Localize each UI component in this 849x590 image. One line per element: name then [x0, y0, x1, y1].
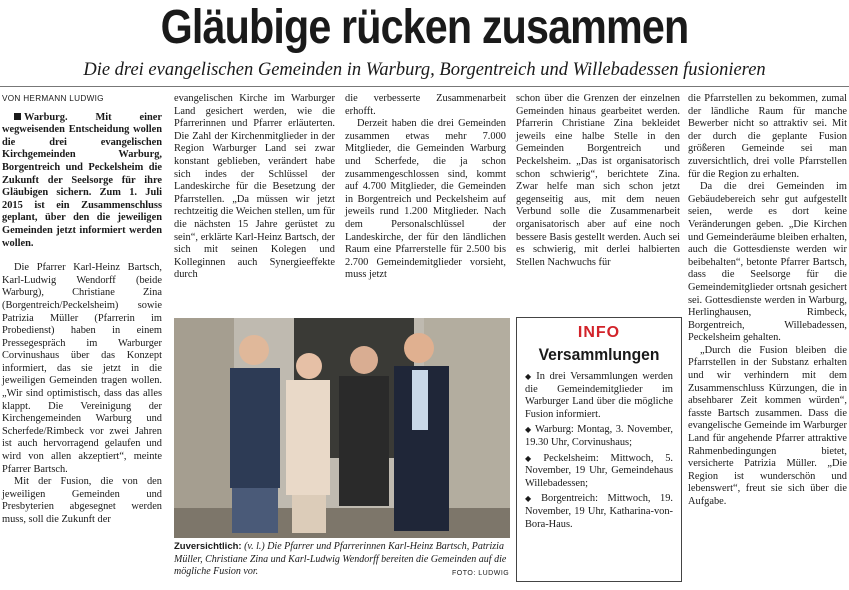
column-4	[516, 93, 680, 269]
lead-text: Warburg. Mit einer wegweisenden Entscheidung wollen die drei evangelischen Kirchgemeinden Warburg, Borgentreich und Peckelsheim die Zukunft der Seelsorge für ihre Gläubigen sichern. Zum 1. Juli 2015 ist ein Zusammenschluss geplant, über den die jeweiligen Gemeinden jetzt informiert werden wollen.	[2, 111, 162, 249]
photo-credit: FOTO: LUDWIG	[452, 570, 510, 577]
caption-label: Zuversichtlich:	[174, 541, 242, 552]
photo-illustration	[174, 318, 510, 538]
paragraph: die Pfarrstellen zu bekommen, zumal der ländliche Raum für manche Bewerber nicht so attraktiv sei. Mit der durch die geplante Fusion größeren Gemeinde sei man zuversichtlich, drei volle Pfarrstellen für die Region zu erhalten.	[688, 93, 847, 180]
column-1	[2, 93, 162, 527]
paragraph: schon über die Grenzen der einzelnen Gemeinden hinaus gearbeitet werden. Pfarrerin Christiane Zina bekleidet jeweils eine halbe Stelle in den Gemeinden Borgentreich und Peckelsheim. „Das ist organisatorisch schon schwierig“, berichtete Zina. Zwar helfe man sich schon jetzt gegenseitig aus, mit dem neuen Verbund solle die Zusammenarbeit organisatorisch aber auf eine noch bessere Basis gestellt werden. Auch sei es schwierig, mit derlei halbierten Stellen Nachwuchs für	[516, 93, 680, 268]
paragraph: evangelischen Kirche im Warburger Land gesichert werden, wie die Pfarrerinnen und Pfarrer erläuterten. Die Zahl der Kirchenmitglieder in der Region Warburger Land sei zwar konstant geblieben, verändert habe sich indes der Schlüssel der Landeskirche für die Besetzung der Pfarrstellen. „Da müssen wir jetzt rechtzeitig die Weichen stellen, um für die nächsten 15 Jahre gerüstet zu sein“, erklärte Karl-Heinz Bartsch, der sich mit seinen Kolegen und Kolleginnen auch Synergieeffekte durch	[174, 93, 335, 281]
diamond-bullet-icon: ◆	[525, 372, 534, 381]
column-5	[688, 93, 847, 509]
info-subtitle: Versammlungen	[538, 345, 660, 364]
paragraph: Da die drei Gemeinden im Gebäudebereich sehr gut aufgestellt seien, werde es dort keine Veränderungen geben. „Die Kirchen und Gemeinderäume bleiben erhalten, auch die Gottesdienste werden wir beibehalten“, betonte Pfarrer Bartsch, dass die Seelsorge für die Gemeindemitglieder ortsnah gesichert sei. Gottesdienste werden in Warburg, Herlinghausen, Rimbeck, Borgentreich, Willebadessen, Peckelsheim gehalten.	[688, 181, 847, 344]
lead-paragraph	[2, 112, 162, 251]
caption-text: (v. l.) Die Pfarrer und Pfarrerinnen Karl-Heinz Bartsch, Patrizia Müller, Christiane Zina und Karl-Ludwig Wendorff bereiten die Gemeinden auf die mögliche Fusion vor.	[174, 541, 507, 577]
group-photo	[174, 318, 510, 538]
header-rule	[0, 86, 849, 87]
headline: Gläubige rücken zusammen	[160, 1, 689, 54]
paragraph: „Durch die Fusion bleiben die Pfarrstellen in der Substanz erhalten und wir verhindern mit dem Zusammenschluss Kürzungen, die in absehbarer Zeit kommen würden“, fasste Bartsch zusammen. Dass die evangelische Gemeinde im Warburger Land für angehende Pfarrer attraktive Rahmenbedingungen bietet, versicherte Patrizia Müller. „Die Region ist wunderschön und lebenswert“, freut sie sich über die Aufgabe.	[688, 344, 847, 507]
column-2	[174, 93, 335, 282]
column-3	[345, 93, 506, 282]
info-title: INFO	[577, 324, 621, 341]
byline: VON HERMANN LUDWIG	[2, 94, 104, 103]
diamond-bullet-icon: ◆	[525, 453, 541, 463]
info-item: ◆ Warburg: Montag, 3. November, 19.30 Uhr, Corvinushaus;	[525, 424, 673, 448]
info-item: ◆ Peckelsheim: Mittwoch, 5. November, 19 Uhr, Gemeindehaus Willebadessen;	[525, 452, 673, 489]
paragraph: Derzeit haben die drei Gemeinden zusammen etwas mehr 7.000 Mitglieder, die Gemeinden Warburg und Scherfede, die ja schon zusammengeschlossen sind, kommt auf 4.700 Mitglieder, die Gemeinden in Borgentreich und Peckelsheim auf jeweils rund 1.200 Mitglieder. Nach dem Personalschlüssel der Landeskirche, der für den ländlichen Raum eine Pfarrerstelle für 2.500 bis 2.700 Gemeindemitglieder vorsieht, muss jetzt	[345, 118, 506, 281]
square-bullet-icon	[14, 113, 21, 120]
info-item: ◆ Borgentreich: Mittwoch, 19. November, 19 Uhr, Katharina-von-Bora-Haus.	[525, 493, 673, 530]
subheadline: Die drei evangelischen Gemeinden in Warburg, Borgentreich und Willebadessen fusionieren	[83, 60, 766, 80]
paragraph: Mit der Fusion, die von den jeweiligen Gemeinden und Presbyterien abgesegnet werden muss, soll die Zukunft der	[2, 476, 162, 525]
diamond-bullet-icon: ◆	[525, 425, 533, 435]
info-item: ◆ In drei Versammlungen werden die Gemeindemitglieder im Warburger Land über die mögliche Fusion informiert.	[525, 371, 673, 420]
info-box	[516, 317, 682, 582]
paragraph: die verbesserte Zusammenarbeit erhofft.	[345, 93, 506, 117]
diamond-bullet-icon: ◆	[525, 494, 539, 504]
paragraph: Die Pfarrer Karl-Heinz Bartsch, Karl-Ludwig Wendorff (beide Warburg), Christiane Zina (Borgentreich/Peckelsheim) sowie Patrizia Müller (Pfarrerin im Probedienst) haben in einem Pressegespräch im Warburger Corvinushaus über das Konzept informiert, das sie jetzt in die jeweiligen Gemeinden tragen wollen. „Wir sind optimistisch, dass das alles klappt. Die Vereinigung der Kirchengemeinden Warburg und Scherfede/Rimbeck vor zwei Jahren ist auch hervorragend gelaufen und wird von allen akzeptiert“, meinte Pfarrer Bartsch.	[2, 262, 162, 475]
